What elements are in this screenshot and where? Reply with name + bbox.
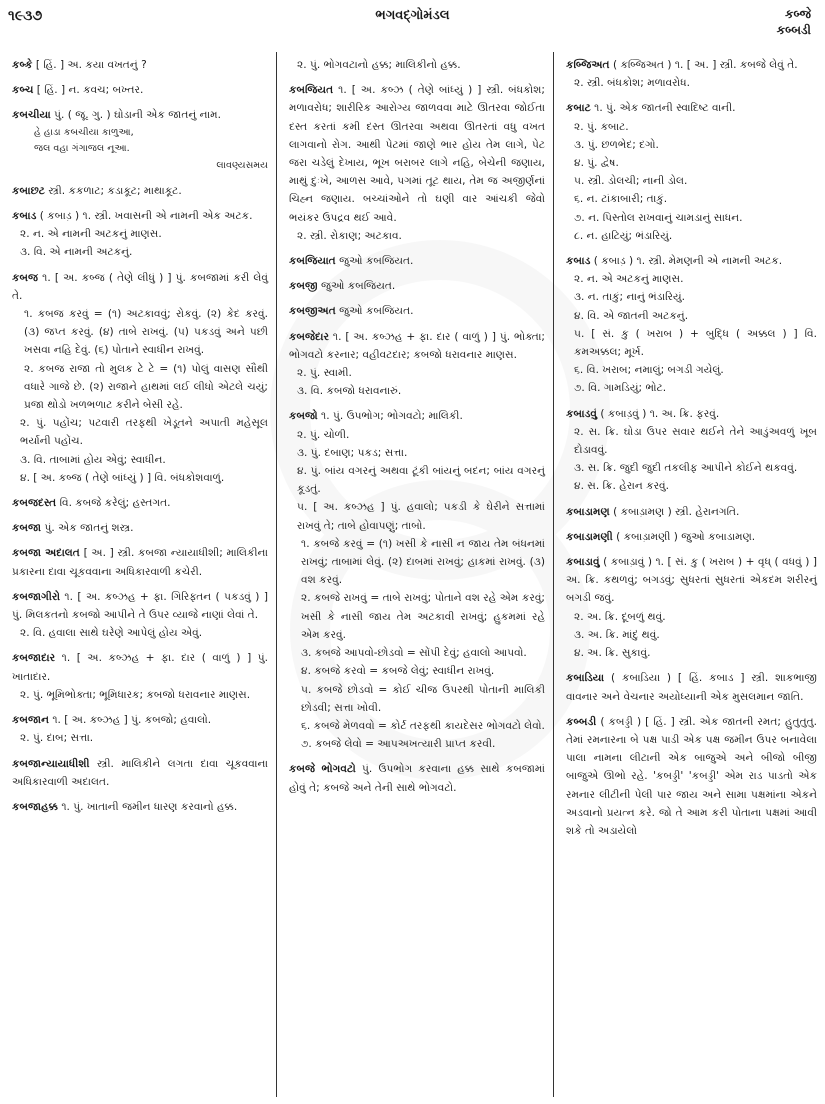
entry-sense: ૪. સ. ક્રિ. હેરાન કરવું. bbox=[574, 480, 670, 493]
entry-definition: ૧. [ અ. કબ્ઝહ + ફા. દાર ( વાળું ) ] પું. ખાતાદાર. bbox=[12, 652, 269, 683]
entry-sense: ૨. વિ. હવાલા સાથે ઘરેણે આપેલું હોય એવું. bbox=[20, 627, 203, 640]
entry-headword: કબાટ bbox=[566, 102, 591, 115]
entry-sense: ૨. ન. એ નામની અટકનું માણસ. bbox=[20, 228, 162, 241]
entry-sense: ૬. ન. ટાંકાબારી; તાકું. bbox=[574, 193, 668, 206]
entry-definition: ( કબાડિ઼યા ) [ હિં. કબાડ ] સ્ત્રી. શાકભાજી વાવનાર અને વેચનાર અયોધ્યાની એક મુસલમાન જાતિ. bbox=[566, 672, 818, 703]
entry-definition: પું. ઉપભોગ કરવાના હક્ક સાથે કબજામાં હોવું તે; કબજે અને તેની સાથે ભોગવટો. bbox=[289, 763, 546, 794]
entry-headword: કબાડામણી bbox=[566, 530, 613, 543]
entry-headword: કબજિયત bbox=[289, 84, 334, 97]
dictionary-entry bbox=[289, 81, 545, 245]
entry-sense: ૩. પું. દબાણ; પકડ; સત્તા. bbox=[297, 446, 408, 459]
entry-headword: કબાડામણ bbox=[566, 505, 610, 518]
dictionary-entry bbox=[289, 760, 545, 796]
entry-idiom: ૫. કબજે છોડવો = કોઈ ચીજ ઉપરથી પોતાની માલિકી છોડવી; સત્તા ખોવી. bbox=[301, 683, 545, 714]
entry-definition: પું. ( જૂ. ગુ. ) ઘોડાની એક જાતનું નામ. bbox=[54, 109, 221, 122]
dictionary-entry bbox=[289, 302, 545, 320]
entry-headword: કબાછટ bbox=[12, 184, 45, 197]
entry-definition: સ્ત્રી. કકળાટ; કડાકૂટ; માથાકૂટ. bbox=[48, 184, 182, 197]
entry-headword: કબજી bbox=[289, 280, 318, 293]
entry-definition: ૧. [ અ. કબ્ઝ ( તેણે બાંધ્યું ) ] સ્ત્રી. બંધકોશ; મળાવરોધ; શારીરિક આરોગ્ય જાળવવા માટે ઊતરવા જોઈતા દસ્ત કરતાં કમી દસ્ત ઊતરવા અથવા ઊતરતાં વધુ વખત લાગવાનો રોગ. આથી પેટમાં જાણે ભાર હોય તેમ લાગે, પેટ જરા ચડેલું દેખાય, ભૂખ બરાબર લાગે નહિ, બેચેની જણાય, માથું દુઃખે, આળસ આવે, પગમાં તૂટ થાય, તેમ જ અજીર્ણનાં ચિહ્ન જણાય. બચ્ચાંઓને તો ઘણી વાર આંચકી જેવો ભયંકર ઉપદ્રવ થઈ આવે. bbox=[289, 84, 546, 224]
entry-sense: ૩. વિ. એ નામની અટકનું. bbox=[20, 246, 133, 259]
entry-idiom: ૨. કબજે રાખવું = તાબે રાખવું; પોતાને વશ રહે એમ કરવું; ખસી કે નાસી જાય તેમ અટકાવી રાખવું; હુકમમાં રહે એમ કરવું. bbox=[301, 592, 545, 641]
dictionary-entry bbox=[566, 528, 817, 546]
dictionary-entry bbox=[566, 669, 817, 705]
guide-word-first: કબ્જે bbox=[784, 7, 811, 21]
entry-headword: કબાડાવું bbox=[566, 556, 600, 569]
dictionary-entry bbox=[12, 56, 268, 74]
entry-headword: કબજાહક્ક bbox=[12, 800, 58, 813]
entry-headword: કબજિયાત bbox=[289, 255, 336, 268]
dictionary-entry bbox=[566, 56, 817, 92]
entry-definition: [ હિં. ] ન. કવચ; બખ્તર. bbox=[36, 84, 144, 97]
dictionary-entry bbox=[289, 407, 545, 753]
entry-headword: કબજો bbox=[289, 410, 318, 423]
entry-sense: ૩. વિ. તાબામાં હોય એવું; સ્વાધીન. bbox=[20, 453, 166, 466]
entry-idiom: ૧. કબજ કરવું = (૧) અટકાવવું; રોકવું. (૨) કેદ કરવું. (૩) જપ્ત કરવું. (૪) તાબે રાખવું. (૫) પકડવું અને પછી ખસવા નહિ દેવું. (૬) પોતાને સ્વાધીન રાખવું. bbox=[24, 308, 268, 357]
entry-sense: ૨. ન. એ અટકનું માણસ. bbox=[574, 273, 684, 286]
entry-headword: કબજાદાર bbox=[12, 652, 56, 665]
dictionary-entry bbox=[12, 755, 268, 791]
entry-idiom: ૩. કબજે આપવો-છોડવો = સોંપી દેવું; હવાલો આપવો. bbox=[301, 647, 527, 660]
entry-sense: ૨. પું. ચોળી. bbox=[297, 428, 350, 441]
dictionary-entry bbox=[12, 588, 268, 643]
entry-definition: ( કબાડ઼ાવું ) ૧. [ સં. કુ ( ખરાબ ) + વૃધ્ ( વધવું ) ] અ. ક્રિ. કથળવું; બગડવું; સુધરતાં સુધરતાં એકદમ શરીરનું બગડી જવું. bbox=[566, 556, 817, 605]
column-left bbox=[0, 52, 277, 1097]
entry-sense: ૪. અ. ક્રિ. સુકાવું. bbox=[574, 647, 651, 660]
dictionary-entry bbox=[566, 405, 817, 496]
dictionary-entry bbox=[12, 182, 268, 200]
entry-definition: [ અ. ] સ્ત્રી. કબજા ન્યાયાધીશી; માલિકીના પ્રકારના દાવા ચૂકવવાના અધિકારવાળી કચેરી. bbox=[12, 547, 269, 578]
entry-sense: ૨. પું. પહોંચ; પટવારી તરફથી ખેડૂતને અપાતી મહેસૂલ ભર્યાની પહોંચ. bbox=[20, 417, 268, 448]
entry-definition: ૧. [ અ. કબ્ઝહ + ફા. ગિરિફ્તન ( પકડવું ) ] પું. મિલકતનો કબજો આપીને તે ઉપર વ્યાજે નાણાં લેવાં તે. bbox=[12, 590, 269, 622]
dictionary-entry bbox=[12, 711, 268, 747]
entry-sense: ૩. સ. ક્રિ. જુદી જુદી તકલીફ આપીને કોઈને થકવવું. bbox=[574, 462, 798, 475]
entry-idiom: ૭. કબજે લેવો = આપઅખત્યારી પ્રાપ્ત કરવી. bbox=[301, 738, 496, 751]
entry-sense: ૬. વિ. ખરાબ; નમાલું; બગડી ગયેલું. bbox=[574, 364, 724, 377]
entry-sense: ૨. પું. દાબ; સત્તા. bbox=[20, 732, 94, 745]
entry-headword: કબાડ bbox=[566, 255, 591, 268]
dictionary-entry bbox=[12, 649, 268, 704]
dictionary-entry bbox=[566, 713, 817, 840]
entry-sense: ૨. સ્ત્રી. રોકાણ; અટકાવ. bbox=[297, 229, 402, 242]
entry-headword: કબાડ bbox=[12, 210, 37, 223]
entry-sense: ૨. પું. કબાટ. bbox=[574, 120, 629, 133]
entry-definition: ૧. પું. ઉપભોગ; ભોગવટો; માલિકી. bbox=[321, 410, 463, 423]
entry-definition: ( કબડ્ડી ) [ હિં. ] સ્ત્રી. એક જાતની રમત; હુતુતુતુ. તેમાં રમનારના બે પક્ષ પાડી એક પક્ષ જમીન ઉપર બનાવેલા પાલા નામના લીટાની એક બાજુએ અને બીજો બીજી બાજુએ ઊભો રહે. 'કબડ્ડી' 'કબડ્ડી' એમ રાડ પાડતો એક રમનાર લીટીની પેલી પાર જાય અને સામા પક્ષમાંના એકને અડવાનો પ્રયત્ન કરે. જો તે આમ કરી પોતાના પક્ષમાં આવી શકે તો અડાયેલો bbox=[566, 715, 817, 837]
dictionary-entry bbox=[566, 99, 817, 245]
entry-sense: ૨. સ્ત્રી. બંધકોશ; મળાવરોધ. bbox=[574, 77, 691, 90]
entry-idiom: ૬. કબજે મેળવવો = કોર્ટ તરફથી કાયદેસર ભોગવટો લેવો. bbox=[301, 719, 545, 732]
entry-definition: જુઓ કબજિયત. bbox=[339, 255, 414, 268]
entry-definition: પું. એક જાતનું શસ્ત્ર. bbox=[44, 522, 134, 535]
entry-headword: કબજા અદાલત bbox=[12, 547, 80, 560]
entry-sense: ૨. પું. ભોગવટાનો હક્ક; માલિકીનો હક્ક. bbox=[297, 59, 461, 71]
entry-quote-line: જલ વહા ગંગાજલ નૂઆ. bbox=[34, 142, 130, 154]
entry-sense: ૪. [ અ. કબ્જ ( તેણે બાંધ્યું ) ] વિ. બંધકોશવાળું. bbox=[20, 471, 225, 484]
entry-headword: કબજાન્યાયાધીશી bbox=[12, 757, 90, 770]
entry-sense: ૪. પું. બાંય વગરનું અથવા ટૂંકી બાંયનું બદન; બાંય વગરનું કૂડતું. bbox=[297, 465, 545, 496]
entry-definition: ૧. [ અ. કબ્જ ( તેણે લીધું ) ] પું. કબજામાં કરી લેવું તે. bbox=[12, 271, 268, 302]
entry-sense: ૭. ન. પિસ્તોલ રાખવાનું ચામડાનું સાધન. bbox=[574, 211, 743, 224]
entry-definition: ( કબાડ઼વું ) ૧. અ. ક્રિ. ફરવું. bbox=[600, 407, 720, 420]
entry-definition: સ્ત્રી. માલિકીને લગતા દાવા ચૂકવવાના અધિકારવાળી અદાલત. bbox=[12, 757, 268, 788]
dictionary-entry bbox=[12, 798, 268, 816]
entry-definition: [ હિં. ] અ. કયા વખતનું ? bbox=[35, 59, 147, 71]
entry-headword: કબજેદાર bbox=[289, 330, 330, 343]
dictionary-columns bbox=[0, 52, 825, 1097]
entry-sense: ૨. પું. સ્વામી. bbox=[297, 367, 352, 380]
entry-sense: ૩. ન. તાકું; નાનું ભંડારિયું. bbox=[574, 291, 686, 304]
dictionary-entry bbox=[12, 519, 268, 537]
entry-headword: કબ્ચ bbox=[12, 84, 34, 97]
entry-sense: ૭. વિ. ગામડિયું; ભોટ. bbox=[574, 382, 667, 395]
entry-quote-line: હે હાડા કબચીયા કાળુઆ, bbox=[34, 126, 134, 138]
entry-definition: ૧. [ અ. કબ્ઝહ ] પું. કબજો; હવાલો. bbox=[52, 714, 212, 727]
entry-sense: ૨. પું. ભૂમિભોક્તા; ભૂમિધારક; કબજો ધરાવનાર માણસ. bbox=[20, 688, 251, 701]
entry-headword: કબાડવું bbox=[566, 407, 597, 420]
dictionary-entry bbox=[289, 56, 545, 74]
dictionary-entry bbox=[12, 544, 268, 580]
entry-headword: કબજાન bbox=[12, 714, 49, 727]
entry-headword: કબજ bbox=[12, 271, 39, 284]
column-right bbox=[554, 52, 825, 1097]
entry-headword: કબ્કે bbox=[12, 59, 33, 71]
entry-sense: ૫. [ સં. કુ ( ખરાબ ) + બુદ્ધિ ( અક્કલ ) ] વિ. કમઅક્કલ; મૂર્ખ. bbox=[574, 327, 817, 359]
dictionary-entry bbox=[289, 277, 545, 295]
entry-sense: ૪. વિ. એ જાતની અટકનું. bbox=[574, 309, 689, 322]
entry-definition: જુઓ કબજિયત. bbox=[320, 280, 396, 293]
entry-sense: ૩. અ. ક્રિ. માંદું થવું. bbox=[574, 628, 660, 641]
entry-definition: ( કબાડ઼ામણ ) સ્ત્રી. હેરાનગતિ. bbox=[613, 505, 740, 518]
dictionary-entry bbox=[289, 252, 545, 270]
entry-sense: ૩. વિ. કબજો ધરાવનારું. bbox=[297, 385, 402, 398]
entry-headword: કબજીઅત bbox=[289, 305, 336, 318]
entry-headword: કબાડિયા bbox=[566, 672, 605, 685]
entry-idiom: ૧. કબજે કરવું = (૧) ખસી કે નાસી ન જાય તેમ બંધનમાં રાખવું; તાબામાં લેવું. (૨) દાબમાં રાખવું; હાકમાં રાખવું. (૩) વશ કરવું. bbox=[301, 537, 545, 587]
entry-definition: ૧. [ અ. કબ્ઝહ + ફા. દાર ( વાળું ) ] પું. ભોક્તા; ભોગવટો કરનાર; વહીવટદાર; કબજો ધરાવનાર માણસ. bbox=[289, 330, 545, 361]
entry-sense: ૨. સ. ક્રિ. ઘોડા ઉપર સવાર થઈને તેને આડુંઅવળું ખૂબ દોડાવવું. bbox=[574, 425, 817, 457]
entry-definition: જુઓ કબજિયત. bbox=[339, 305, 414, 318]
page-number: ૧૯૩૭ bbox=[8, 8, 43, 24]
dictionary-entry bbox=[12, 494, 268, 512]
entry-sense: ૮. ન. હાટિયું; ભંડારિયું. bbox=[574, 229, 673, 242]
entry-headword: કબચીયા bbox=[12, 109, 51, 122]
guide-words bbox=[777, 6, 811, 38]
dictionary-entry bbox=[12, 269, 268, 487]
dictionary-entry bbox=[566, 252, 817, 398]
book-title: ભગવદ્ગોમંડલ bbox=[375, 8, 450, 23]
entry-headword: કબજદસ્ત bbox=[12, 497, 57, 510]
entry-definition: ૧. પું. એક જાતની સ્વાદિષ્ટ વાની. bbox=[594, 102, 736, 115]
entry-sense: ૫. સ્ત્રી. ડોલચી; નાની ડોલ. bbox=[574, 175, 688, 188]
entry-definition: ૧. પું. ખાતાની જમીન ધારણ કરવાનો હક્ક. bbox=[61, 800, 238, 813]
entry-sense: ૪. પું. દ્વેષ. bbox=[574, 157, 619, 170]
page-header bbox=[0, 0, 825, 50]
entry-headword: કબજે ભોગવટો bbox=[289, 763, 356, 776]
entry-sense: ૫. [ અ. કબ્ઝહ ] પું. હવાલો; પકડી કે ઘેરીને સત્તામાં રાખવું તે; તાબે હોવાપણું; તાબો. bbox=[297, 501, 545, 532]
entry-headword: કબ્જિઅત bbox=[566, 59, 610, 71]
entry-definition: ( કબાડ઼ ) ૧. સ્ત્રી. મેમણની એ નામની અટક. bbox=[593, 255, 783, 268]
entry-sense: ૨. અ. ક્રિ. દૂબળું થવું. bbox=[574, 610, 666, 623]
guide-word-last: કબ્બડી bbox=[776, 23, 811, 37]
entry-idiom: ૨. કબજ રાજા તો મુલક ટે ટે = (૧) પોલું વાસણ સૌથી વધારે ગાજે છે. (૨) રાજાને હાથમાં લઈ લીધો એટલે ચયું; પ્રજા થોડો ખળભળાટ કરીને બેસી રહે. bbox=[24, 362, 268, 412]
entry-definition: ( કબાડ઼ ) ૧. સ્ત્રી. ખવાસની એ નામની એક અટક. bbox=[39, 210, 253, 223]
entry-definition: ( કબ્જિઅત ) ૧. [ અ. ] સ્ત્રી. કબજે લેવું તે. bbox=[612, 59, 798, 71]
dictionary-entry bbox=[289, 328, 545, 401]
entry-headword: કબજા bbox=[12, 522, 42, 535]
column-middle bbox=[277, 52, 554, 1097]
entry-definition: ( કબાડ઼ામણી ) જુઓ કબાડામણ. bbox=[616, 530, 756, 543]
dictionary-entry bbox=[12, 81, 268, 99]
entry-definition: વિ. કબજે કરેલું; હસ્તગત. bbox=[59, 497, 171, 510]
dictionary-entry bbox=[566, 503, 817, 521]
entry-idiom: ૪. કબજે કરવો = કબજે લેવું; સ્વાધીન રાખવું. bbox=[301, 665, 495, 678]
entry-quote-attribution: લાવણ્યસમય bbox=[216, 159, 268, 171]
dictionary-entry bbox=[12, 106, 268, 174]
entry-headword: કબજાગીરો bbox=[12, 590, 60, 603]
entry-headword: કબ્બડી bbox=[566, 715, 597, 728]
entry-sense: ૩. પું. છળભેદ; દગો. bbox=[574, 138, 659, 151]
dictionary-entry bbox=[566, 553, 817, 662]
dictionary-entry bbox=[12, 207, 268, 262]
